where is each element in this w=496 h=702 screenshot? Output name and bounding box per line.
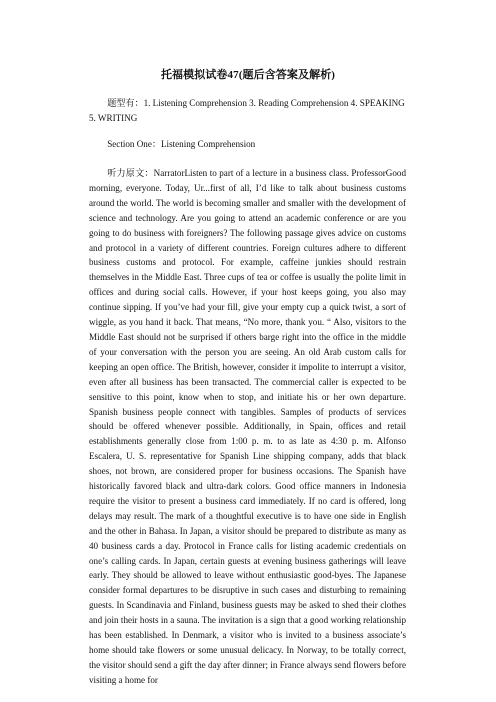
document-title: 托福模拟试卷47(题后含答案及解析) (160, 69, 336, 81)
question-types-line: 题型有：1. Listening Comprehension 3. Reading Comprehension 4. SPEAKING 5. WRITING (89, 98, 405, 123)
section-heading: Section One：Listening Comprehension (107, 139, 256, 149)
transcript-paragraph: 听力原文：NarratorListen to part of a lecture in a business class. ProfessorGood morning, everyone. Today, Ur...first of all, I’d like to talk about business customs around the world. The world is becoming smaller and smaller with the development of science and technology. Are you going to attend an academic conference or are you going to do business with foreigners? The following passage gives advice on customs and protocol in a variety of different countries. Foreign cultures adhere to different business customs and protocol. For example, caffeine junkies should restrain themselves in the Middle East. Three cups of tea or coffee is usually the polite limit in offices and during social calls. However, if your host keeps going, you also may continue sipping. If you’ve had your fill, give your empty cup a quick twist, a sort of wiggle, as you hand it back. That means, “No more, thank you. “ Also, visitors to the Middle East should not be surprised if others barge right into the office in the middle of your conversation with the person you are seeing. An old Arab custom calls for keeping an open office. The British, however, consider it impolite to interrupt a visitor, even after all business has been transacted. The commercial caller is expected to be sensitive to this point, know when to stop, and initiate his or her own departure. Spanish business people connect with tangibles. Samples of products of services should be offered whenever possible. Additionally, in Spain, offices and retail establishments generally close from 1:00 p. m. to as late as 4:30 p. m. Alfonso Escalera, U. S. representative for Spanish Line shipping company, adds that black shoes, not brown, are considered proper for business occasions. The Spanish have historically favored black and ultra-dark colors. Good office manners in Indonesia require the visitor to present a business card immediately. If no card is offered, long delays may result. The mark of a thoughtful executive is to have one side in English and the other in Bahasa. In Japan, a visitor should be prepared to distribute as many as 40 business cards a day. Protocol in France calls for listing academic credentials on one’s calling cards. In Japan, certain guests at evening business gatherings will leave early. They should be allowed to leave without enthusiastic good-byes. The Japanese consider formal departures to be disruptive in such cases and disturbing to remaining guests. In Scandinavia and Finland, business guests may be asked to shed their clothes and join their hosts in a sauna. The invitation is a sign that a good working relationship has been established. In Denmark, a visitor who is invited to a business associate’s home should take flowers or some unusual delicacy. In Norway, to be totally correct, the visitor should send a gift the day after dinner; in France always send flowers before visiting a home for (89, 168, 406, 685)
